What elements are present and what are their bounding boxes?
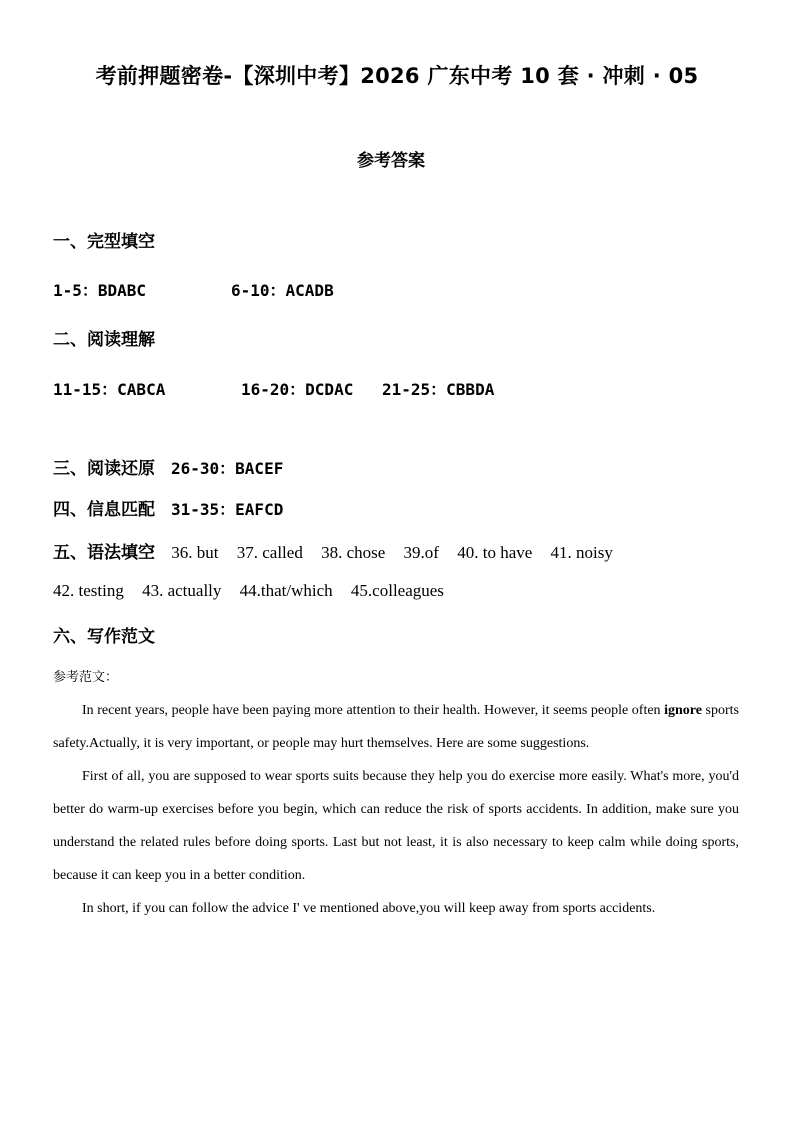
- section-heading-matching: 四、信息匹配: [53, 500, 155, 520]
- essay-text: In recent years, people have been paying more attention to their health. However, it seems people often: [82, 703, 665, 718]
- grammar-row-2: [53, 581, 444, 601]
- reading-answers-11-15: 11-15：CABCA: [53, 380, 166, 399]
- section-heading-cloze: 一、完型填空: [53, 232, 155, 252]
- grammar-answer: 39.of: [403, 543, 439, 562]
- reading-answers-16-20: 16-20：DCDAC: [241, 380, 354, 399]
- reference-essay-label: 参考范文：: [53, 670, 119, 685]
- section-heading-writing: 六、写作范文: [53, 627, 155, 647]
- reference-essay: [53, 694, 739, 925]
- matching-row: [53, 495, 283, 520]
- section-heading-restore: 三、阅读还原: [53, 459, 155, 479]
- grammar-answer: 38. chose: [321, 543, 386, 562]
- matching-answers: 31-35：EAFCD: [171, 500, 284, 519]
- cloze-answers: [53, 278, 334, 301]
- grammar-answer: 45.colleagues: [350, 581, 444, 600]
- page-subtitle: 参考答案: [357, 151, 425, 171]
- grammar-answer: 41. noisy: [550, 543, 613, 562]
- essay-paragraph-2: First of all, you are supposed to wear sports suits because they help you do exercise more easily. What's more, you'd better do warm-up exercises before you begin, which can reduce the risk of sports accidents. In addition, make sure you understand the related rules before doing sports. Last but not least, it is also necessary to keep calm while doing sports, because it can keep you in a better condition.: [53, 769, 739, 883]
- essay-emphasis: ignore: [664, 703, 702, 718]
- essay-text: sports safety.Actually, it is very important, or people may hurt themselves. Here are some suggestions.: [53, 703, 739, 751]
- grammar-answer: 42. testing: [53, 581, 124, 600]
- cloze-answers-6-10: 6-10：ACADB: [231, 281, 334, 300]
- grammar-answer: 37. called: [236, 543, 303, 562]
- reading-answers: [53, 377, 494, 400]
- essay-paragraph-3: In short, if you can follow the advice I' ve mentioned above,you will keep away from sports accidents.: [82, 901, 656, 916]
- grammar-answer: 43. actually: [142, 581, 222, 600]
- cloze-answers-1-5: 1-5：BDABC: [53, 281, 147, 300]
- restore-row: [53, 454, 283, 479]
- grammar-answer: 44.that/which: [239, 581, 333, 600]
- grammar-answer: 36. but: [171, 543, 219, 562]
- page-title: 考前押题密卷-【深圳中考】2026 广东中考 10 套 · 冲刺 · 05: [95, 64, 699, 88]
- grammar-answer: 40. to have: [457, 543, 533, 562]
- essay-paragraph-1: [53, 694, 739, 760]
- restore-answers: 26-30：BACEF: [171, 459, 284, 478]
- section-heading-reading: 二、阅读理解: [53, 330, 155, 350]
- section-heading-grammar: 五、语法填空: [53, 543, 155, 563]
- reading-answers-21-25: 21-25：CBBDA: [382, 380, 495, 399]
- grammar-row-1: [53, 538, 613, 563]
